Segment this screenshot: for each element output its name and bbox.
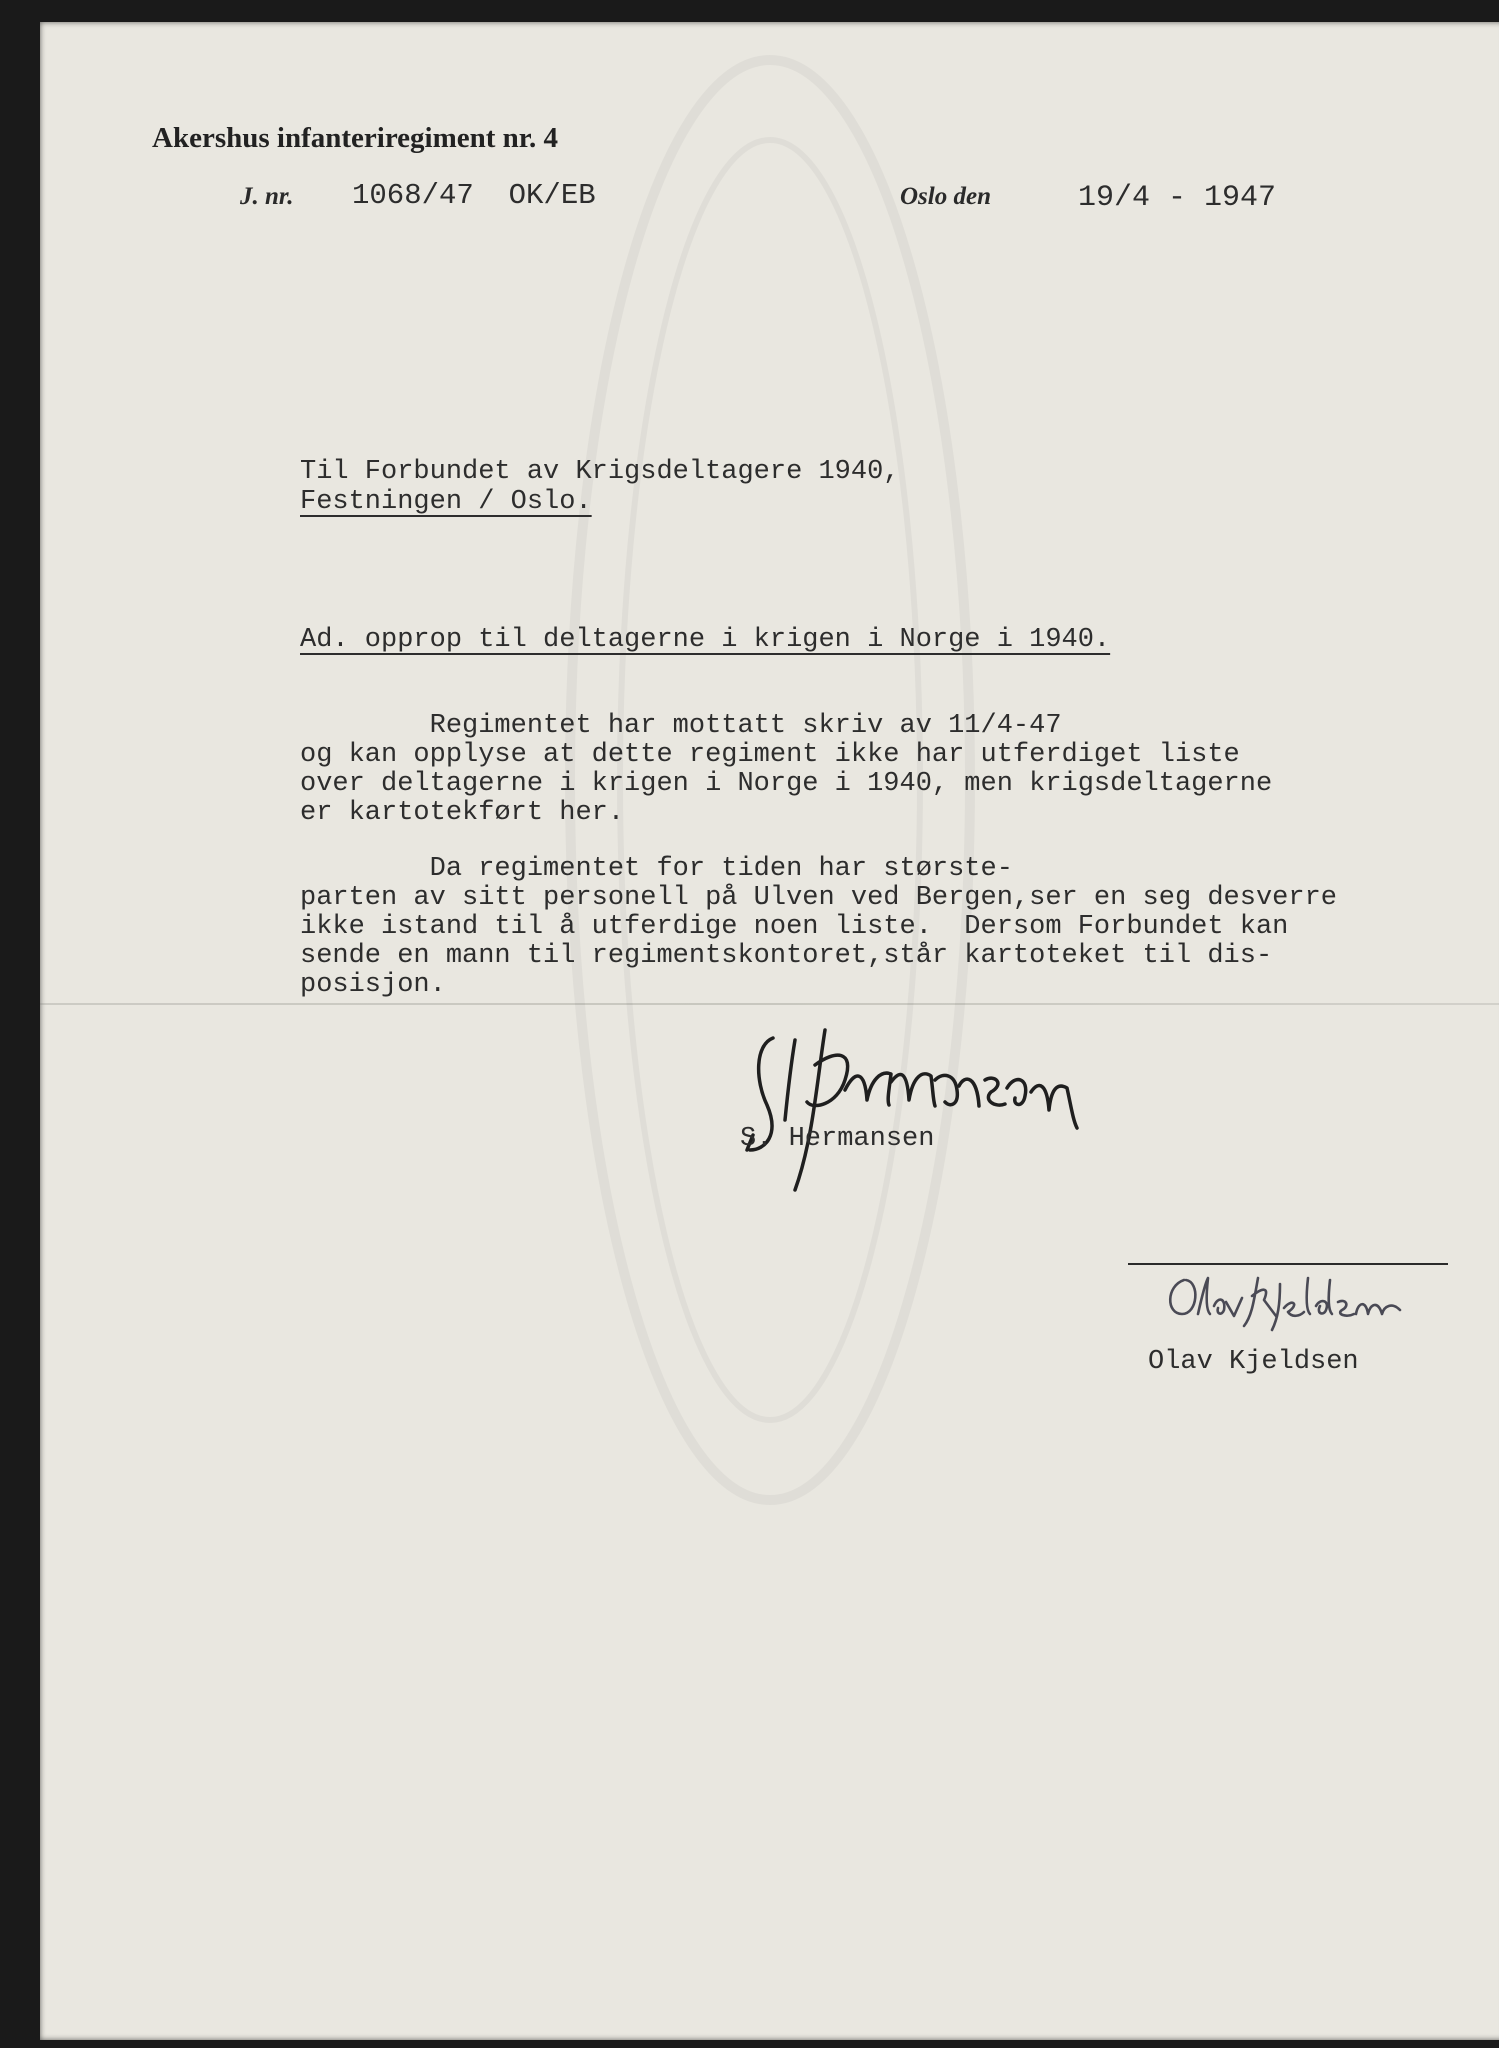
signature-line bbox=[1128, 1263, 1448, 1265]
body-line: Da regimentet for tiden har største- bbox=[300, 854, 1013, 884]
organization-name: Akershus infanteriregiment nr. 4 bbox=[152, 122, 558, 154]
body-line: over deltagerne i krigen i Norge i 1940, men krigsdeltagerne bbox=[300, 769, 1273, 799]
body-line: er kartotekført her. bbox=[300, 798, 625, 828]
signature-hermansen bbox=[695, 1010, 1125, 1210]
typed-name-hermansen: S. Hermansen bbox=[740, 1124, 935, 1154]
place-label: Oslo den bbox=[900, 183, 991, 210]
typed-name-kjeldsen: Olav Kjeldsen bbox=[1148, 1347, 1359, 1377]
subject-line: Ad. opprop til deltagerne i krigen i Norge i 1940. bbox=[300, 625, 1111, 655]
signature-kjeldsen bbox=[1160, 1270, 1410, 1340]
body-line: sende en mann til regimentskontoret,står kartoteket til dis- bbox=[300, 941, 1273, 971]
recipient-line2: Festningen / Oslo. bbox=[300, 487, 592, 517]
journal-label: J. nr. bbox=[240, 183, 294, 210]
journal-number: 1068/47 OK/EB bbox=[352, 179, 596, 212]
recipient-line1: Til Forbundet av Krigsdeltagere 1940, bbox=[300, 457, 900, 487]
body-line: parten av sitt personell på Ulven ved Bergen,ser en seg desverre bbox=[300, 883, 1337, 913]
body-line: ikke istand til å utferdige noen liste. Dersom Forbundet kan bbox=[300, 912, 1289, 942]
body-line: og kan opplyse at dette regiment ikke har utferdiget liste bbox=[300, 740, 1240, 770]
body-line: Regimentet har mottatt skriv av 11/4-47 bbox=[300, 711, 1062, 741]
letter-date: 19/4 - 1947 bbox=[1078, 181, 1277, 215]
body-line: posisjon. bbox=[300, 970, 446, 1000]
